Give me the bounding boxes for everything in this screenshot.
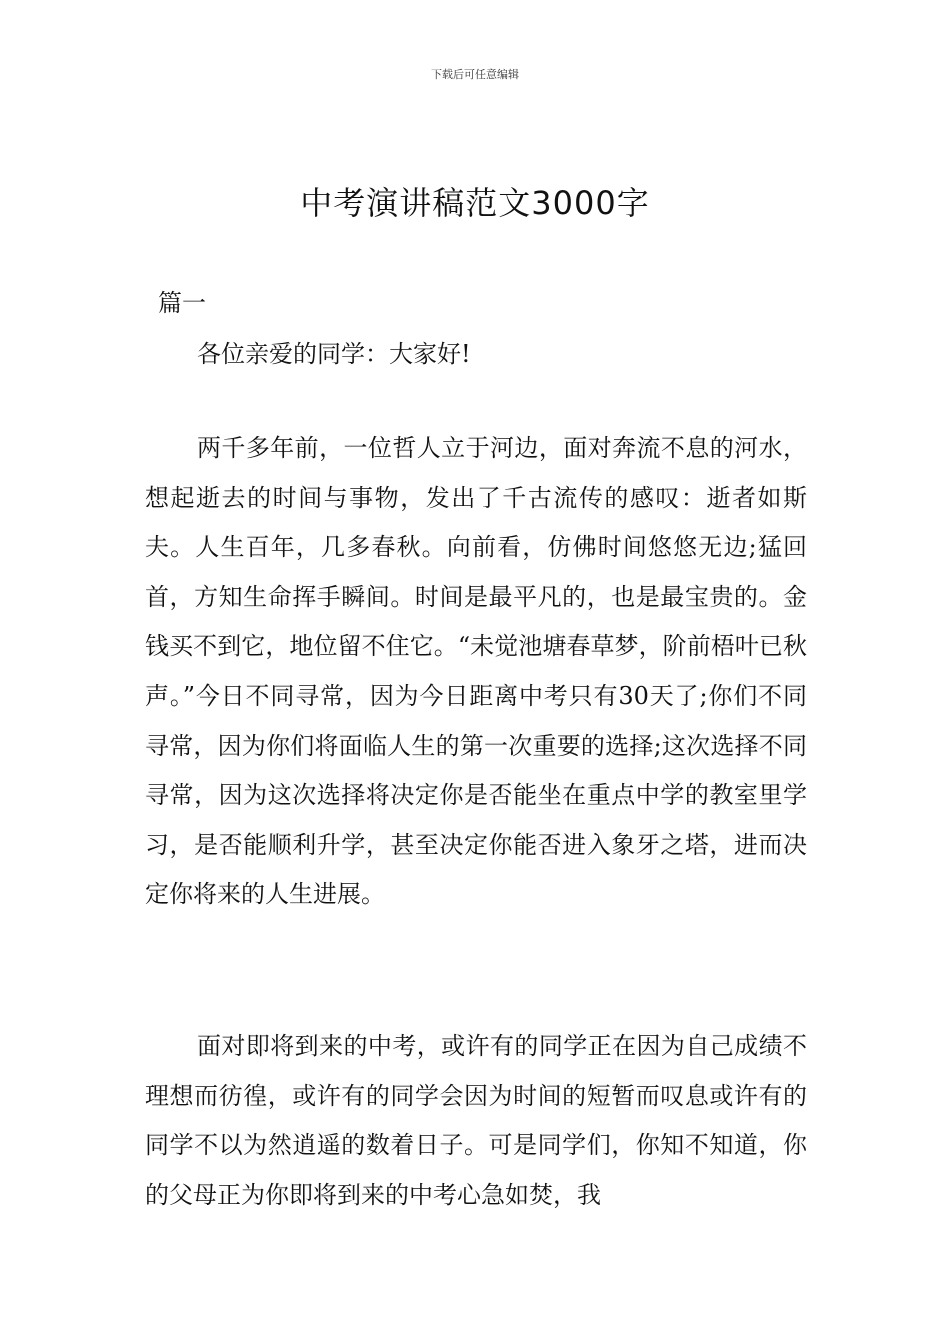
document-title: 中考演讲稿范文3000字 [300,184,650,222]
salutation-line: 各位亲爱的同学：大家好! [197,340,471,368]
section-label: 篇一 [158,289,206,317]
body-paragraph-1: 两千多年前，一位哲人立于河边，面对奔流不息的河水，想起逝去的时间与事物，发出了千古流传的感叹：逝者如斯夫。人生百年，几多春秋。向前看，仿佛时间悠悠无边;猛回首，方知生命挥手瞬间。时间是最平凡的，也是最宝贵的。金钱买不到它，地位留不住它。“未觉池塘春草梦，阶前梧叶已秋声。”今日不同寻常，因为今日距离中考只有30天了;你们不同寻常，因为你们将面临人生的第一次重要的选择;这次选择不同寻常，因为这次选择将决定你是否能坐在重点中学的教室里学习，是否能顺利升学，甚至决定你能否进入象牙之塔，进而决定你将来的人生进展。 [145,434,807,909]
header-note: 下载后可任意编辑 [431,68,519,81]
body-paragraph-2: 面对即将到来的中考，或许有的同学正在因为自己成绩不理想而彷徨，或许有的同学会因为时间的短暂而叹息或许有的同学不以为然逍遥的数着日子。可是同学们，你知不知道，你的父母正为你即将到来的中考心急如焚，我 [145,1032,807,1209]
